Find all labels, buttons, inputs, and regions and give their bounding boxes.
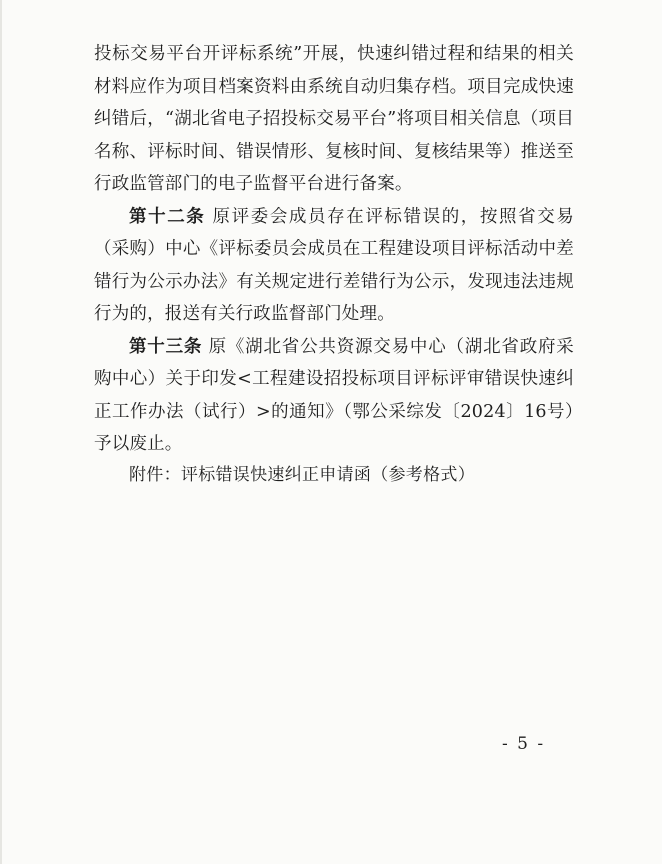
attachment-note: 附件：评标错误快速纠正申请函（参考格式） [129, 465, 475, 485]
article-13-heading: 第十三条 [129, 336, 203, 357]
page-edge-shadow [0, 0, 2, 864]
article-13-text: 原《湖北省公共资源交易中心（湖北省政府采购中心）关于印发<工程建设招投标项目评标评审错误快速纠正工作办法（试行）>的通知》（鄂公采综发〔2024〕16号）予以废止。 [94, 336, 574, 454]
paragraph-text: 投标交易平台开评标系统”开展，快速纠错过程和结果的相关材料应作为项目档案资料由系统自动归集存档。项目完成快速纠错后，“湖北省电子招投标交易平台”将项目相关信息（项目名称、评标时间、错误情形、复核时间、复核结果等）推送至行政监管部门的电子监督平台进行备案。 [94, 44, 574, 194]
document-body [94, 38, 574, 461]
article-13-paragraph [94, 331, 574, 461]
article-12-paragraph [94, 201, 574, 331]
paragraph-continuation [94, 38, 574, 201]
article-12-heading: 第十二条 [129, 206, 206, 227]
page-number: - 5 - [502, 734, 546, 754]
article-12-text: 原评委会成员存在评标错误的，按照省交易（采购）中心《评标委员会成员在工程建设项目评标活动中差错行为公示办法》有关规定进行差错行为公示，发现违法违规行为的，报送有关行政监督部门处理。 [94, 206, 574, 324]
